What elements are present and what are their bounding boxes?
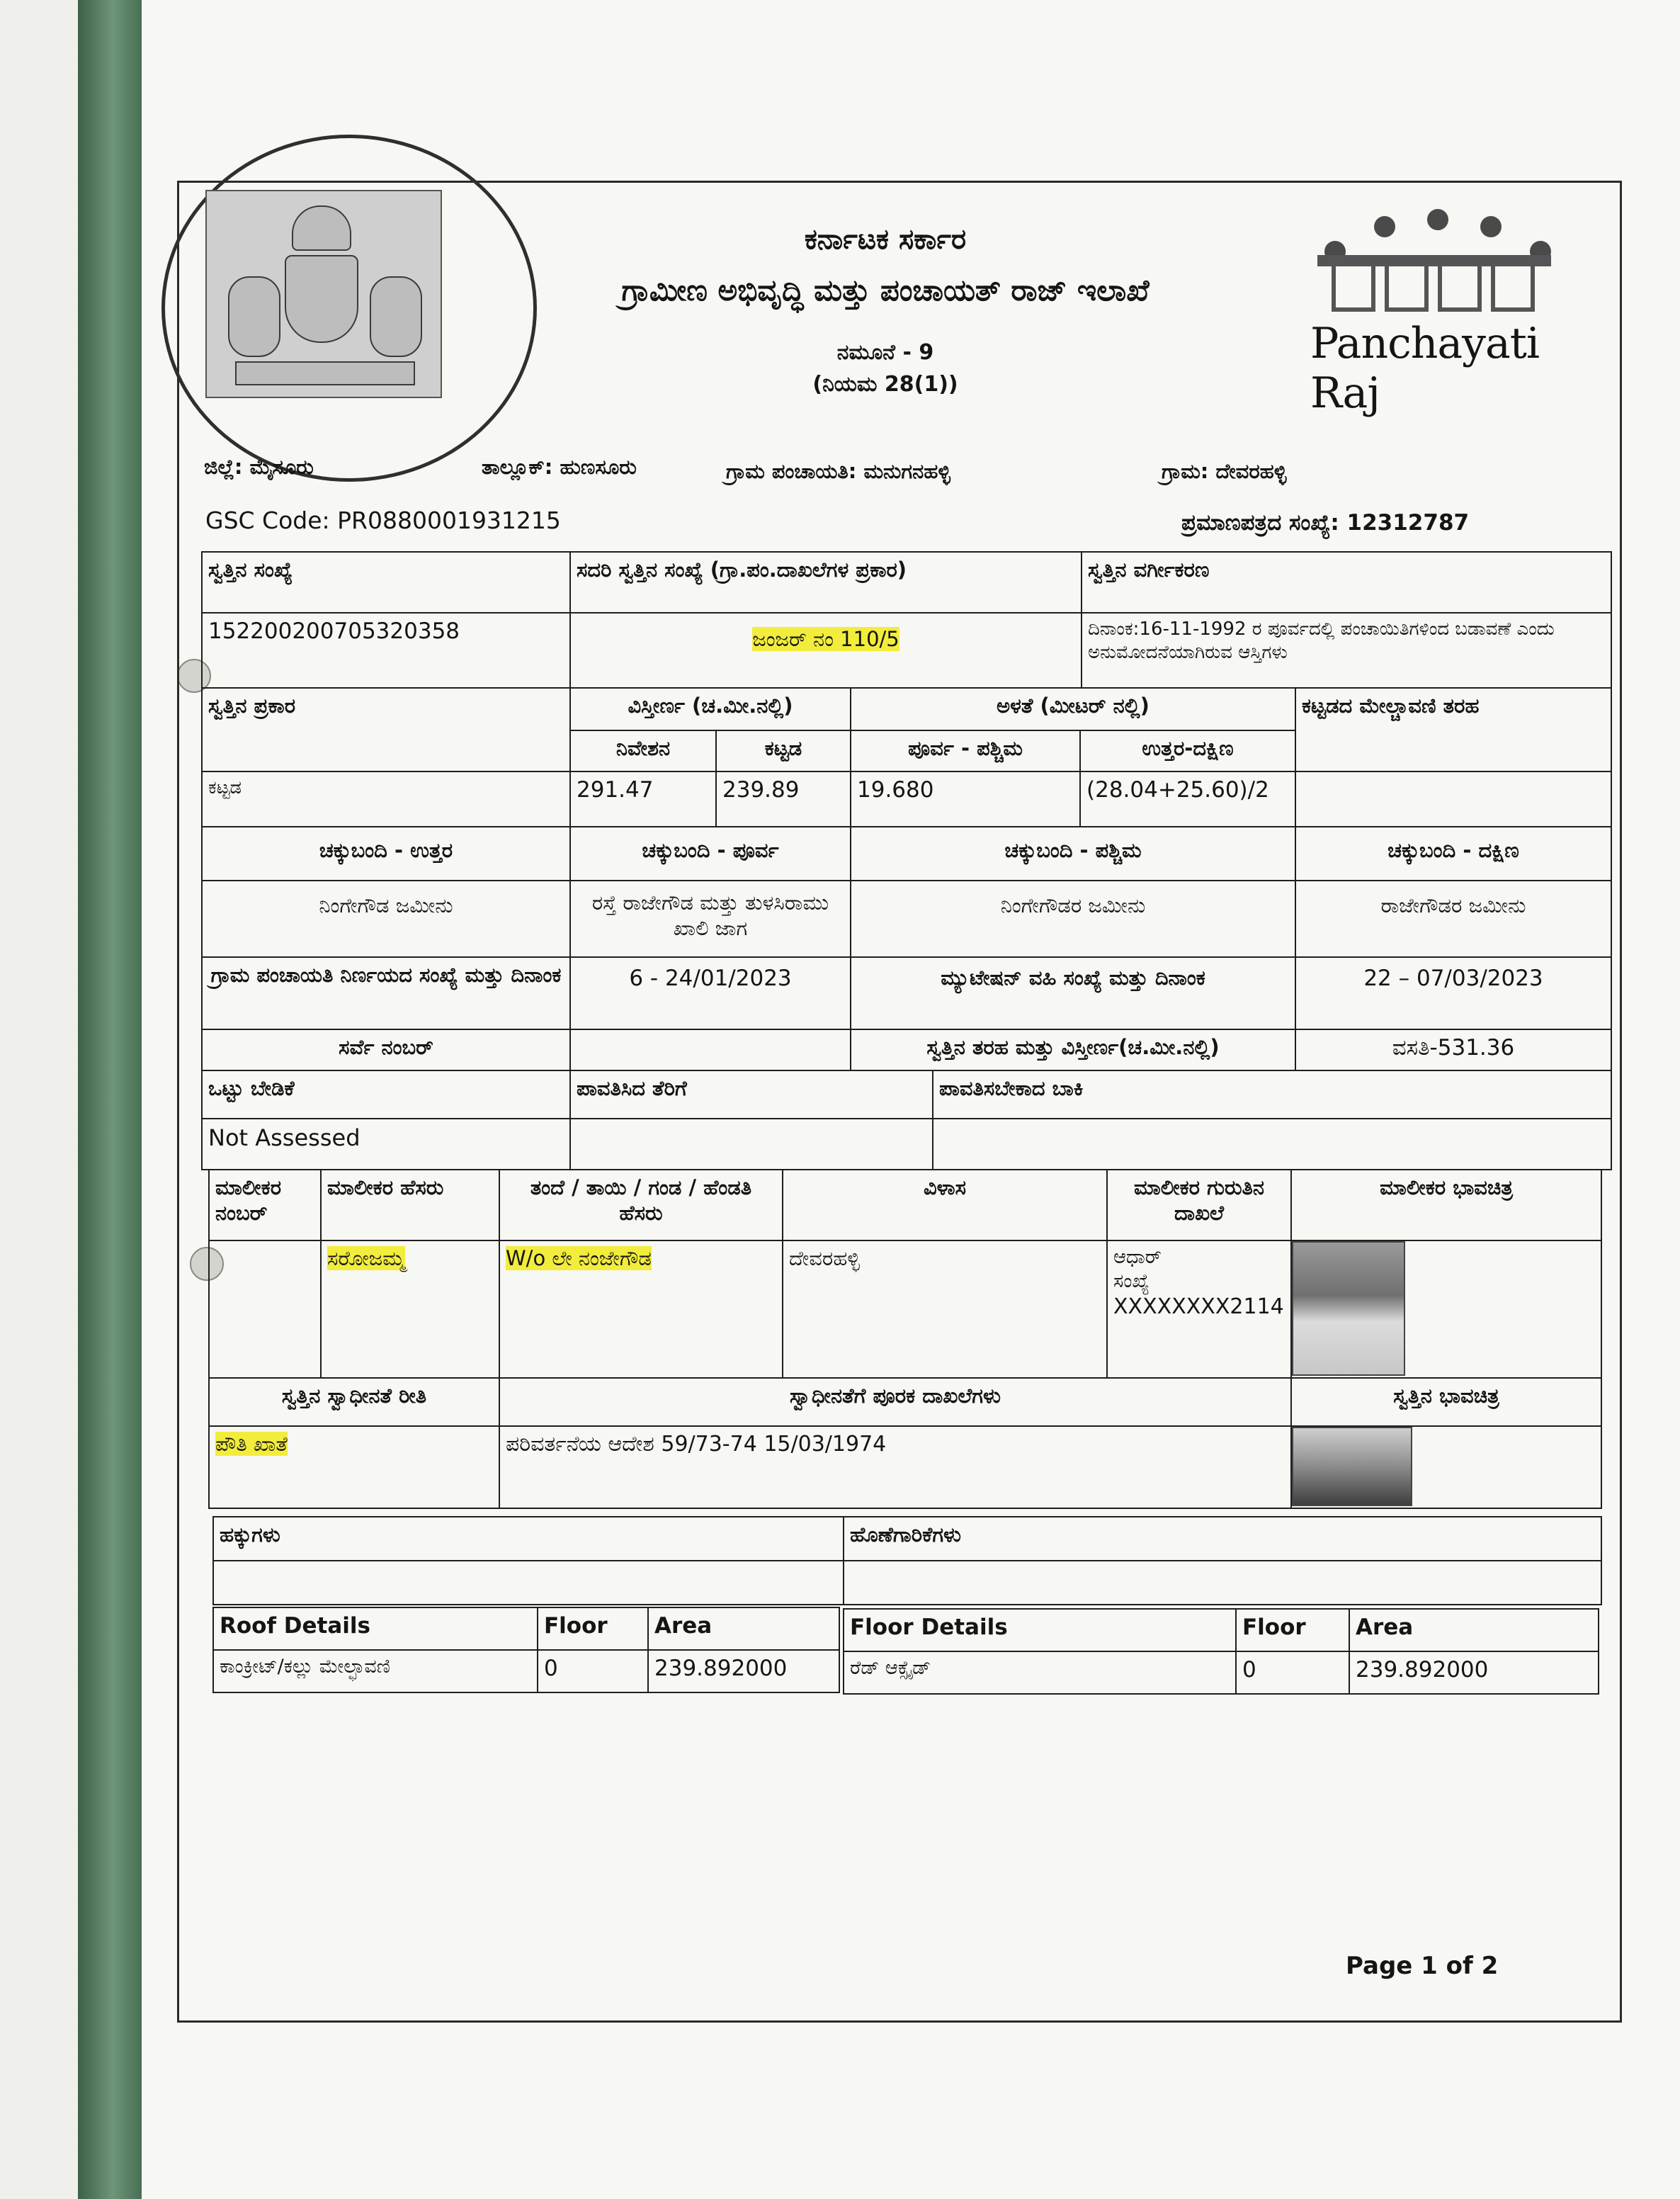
boundary-east: ರಸ್ತೆ ರಾಜೇಗೌಡ ಮತ್ತು ತುಳಸಿರಾಮು ಖಾಲಿ ಜಾಗ [569, 880, 851, 958]
h-type-area: ಸ್ವತ್ತಿನ ತರಹ ಮತ್ತು ವಿಸ್ತೀರ್ಣ(ಚ.ಮೀ.ನಲ್ಲಿ) [850, 1029, 1296, 1071]
district: ಜಿಲ್ಲೆ: ಮೈಸೂರು [204, 455, 314, 479]
h-rights: ಹಕ್ಕುಗಳು [212, 1516, 844, 1561]
h-old-number: ಸದರಿ ಸ್ವತ್ತಿನ ಸಂಖ್ಯೆ (ಗ್ರಾ.ಪಂ.ದಾಖಲೆಗಳ ಪ್ರಕಾರ) [569, 551, 1082, 614]
roof-type: ಕಾಂಕ್ರೀಟ್/ಕಲ್ಲು ಮೇಲ್ಛಾವಣಿ [212, 1649, 538, 1693]
h-construction: ಕಟ್ಟಡದ ಮೇಲ್ಚಾವಣಿ ತರಹ [1295, 687, 1612, 772]
roof-area: 239.892000 [647, 1649, 840, 1693]
balance [932, 1118, 1612, 1170]
tax-paid [569, 1118, 933, 1170]
survey-number [569, 1029, 851, 1071]
address: ದೇವರಹಳ್ಳಿ [782, 1240, 1108, 1379]
certificate-number: ಪ್ರಮಾಣಪತ್ರದ ಸಂಖ್ಯೆ: 12312787 [1181, 510, 1470, 536]
id-number: XXXXXXXX2114 [1113, 1294, 1284, 1319]
h-floor-number: Floor [1235, 1608, 1350, 1652]
logo-text: Panchayati Raj [1310, 319, 1540, 418]
h-ownership-docs: ಸ್ವಾಧೀನತೆಗೆ ಪೂರಕ ದಾಖಲೆಗಳು [499, 1377, 1292, 1427]
property-photo [1292, 1427, 1412, 1506]
owner-name: ಸರೋಜಮ್ಮ [327, 1246, 405, 1270]
h-boundary-west: ಚಕ್ಕುಬಂದಿ - ಪಶ್ಚಿಮ [850, 826, 1296, 881]
relation: W/o ಲೇ ನಂಜೇಗೌಡ [506, 1246, 652, 1270]
h-owner-name: ಮಾಲೀಕರ ಹೆಸರು [320, 1169, 500, 1241]
govt-title: ಕರ್ನಾಟಕ ಸರ್ಕಾರ [804, 223, 967, 256]
floor-area: 239.892000 [1349, 1651, 1599, 1695]
h-liabilities: ಹೊಣೆಗಾರಿಕೆಗಳು [843, 1516, 1602, 1561]
h-gp-resolution: ಗ್ರಾಮ ಪಂಚಾಯತಿ ನಿರ್ಣಯದ ಸಂಖ್ಯೆ ಮತ್ತು ದಿನಾಂಕ [201, 956, 571, 1030]
h-relation: ತಂದೆ / ತಾಯಿ / ಗಂಡ / ಹೆಂಡತಿ ಹೆಸರು [499, 1169, 783, 1241]
h-site: ನಿವೇಶನ [569, 730, 717, 772]
h-floor-details: Floor Details [843, 1608, 1237, 1652]
taluk: ತಾಲ್ಲೂಕ್: ಹುಣಸೂರು [482, 455, 637, 479]
h-floor-area: Area [1349, 1608, 1599, 1652]
form-number: ನಮೂನೆ - 9 [836, 340, 934, 365]
h-roof-floor: Floor [537, 1607, 649, 1651]
h-mutation: ಮ್ಯುಟೇಷನ್ ವಹಿ ಸಂಖ್ಯೆ ಮತ್ತು ದಿನಾಂಕ [850, 956, 1296, 1030]
state-emblem [205, 190, 442, 398]
h-building: ಕಟ್ಟಡ [715, 730, 851, 772]
h-property-photo: ಸ್ವತ್ತಿನ ಭಾವಚಿತ್ರ [1290, 1377, 1602, 1427]
h-owner-photo: ಮಾಲೀಕರ ಭಾವಚಿತ್ರ [1290, 1169, 1602, 1241]
rights [212, 1560, 844, 1605]
boundary-west: ನಿಂಗೇಗೌಡರ ಜಮೀನು [850, 880, 1296, 958]
mutation: 22 – 07/03/2023 [1295, 956, 1612, 1030]
ownership-mode-cell [208, 1425, 500, 1509]
property-photo-cell [1290, 1425, 1602, 1509]
h-boundary-east: ಚಕ್ಕುಬಂದಿ - ಪೂರ್ವ [569, 826, 851, 881]
h-roof-area: Area [647, 1607, 840, 1651]
liabilities [843, 1560, 1602, 1605]
h-roof-details: Roof Details [212, 1607, 538, 1651]
relation-cell [499, 1240, 783, 1379]
h-boundary-north: ಚಕ್ಕುಬಂದಿ - ಉತ್ತರ [201, 826, 571, 881]
owner-photo-cell [1290, 1240, 1602, 1379]
id-type: ಆಧಾರ್ ಸಂಖ್ಯೆ [1113, 1246, 1162, 1292]
gram-panchayat: ಗ್ರಾಮ ಪಂಚಾಯತಿ: ಮನುಗನಹಳ್ಳಿ [726, 459, 950, 483]
h-classification: ಸ್ವತ್ತಿನ ವರ್ಗೀಕರಣ [1081, 551, 1612, 614]
construction-type [1295, 771, 1612, 827]
h-owner-number: ಮಾಲೀಕರ ನಂಬರ್ [208, 1169, 322, 1241]
page-edge [0, 0, 85, 2199]
old-number-cell [569, 612, 1082, 689]
h-boundary-south: ಚಕ್ಕುಬಂದಿ - ದಕ್ಷಿಣ [1295, 826, 1612, 881]
building-area: 239.89 [715, 771, 851, 827]
h-property-number: ಸ್ವತ್ತಿನ ಸಂಖ್ಯೆ [201, 551, 571, 614]
h-survey-number: ಸರ್ವೆ ನಂಬರ್ [201, 1029, 571, 1071]
village: ಗ್ರಾಮ: ದೇವರಹಳ್ಳಿ [1162, 459, 1287, 483]
type-area: ವಸತಿ-531.36 [1295, 1029, 1612, 1071]
total-demand: Not Assessed [201, 1118, 571, 1170]
owner-number [208, 1240, 322, 1379]
old-number: ಜಂಜರ್ ನಂ 110/5 [752, 627, 899, 651]
gsc-code: GSC Code: PR0880001931215 [205, 507, 561, 534]
h-property-type: ಸ್ವತ್ತಿನ ಪ್ರಕಾರ [201, 687, 571, 772]
gp-resolution: 6 - 24/01/2023 [569, 956, 851, 1030]
floor-type: ರೆಡ್ ಆಕ್ಸೈಡ್ [843, 1651, 1237, 1695]
panchayati-raj-logo [1303, 205, 1572, 418]
ownership-docs: ಪರಿವರ್ತನೆಯ ಆದೇಶ 59/73-74 15/03/1974 [499, 1425, 1292, 1509]
h-tax-paid: ಪಾವತಿಸಿದ ತೆರಿಗೆ [569, 1070, 933, 1119]
ownership-mode: ಪೌತಿ ಖಾತೆ [215, 1432, 288, 1456]
boundary-south: ರಾಜೇಗೌಡರ ಜಮೀನು [1295, 880, 1612, 958]
roof-floor: 0 [537, 1649, 649, 1693]
dept-title: ಗ್ರಾಮೀಣ ಅಭಿವೃದ್ಧಿ ಮತ್ತು ಪಂಚಾಯತ್ ರಾಜ್ ಇಲಾಖೆ [621, 273, 1150, 307]
h-total-demand: ಒಟ್ಟು ಬೇಡಿಕೆ [201, 1070, 571, 1119]
boundary-north: ನಿಂಗೇಗೌಡ ಜಮೀನು [201, 880, 571, 958]
east-west: 19.680 [850, 771, 1081, 827]
h-measurement: ಅಳತೆ (ಮೀಟರ್ ನಲ್ಲಿ) [850, 687, 1296, 731]
north-south: (28.04+25.60)/2 [1079, 771, 1296, 827]
h-address: ವಿಳಾಸ [782, 1169, 1108, 1241]
h-north-south: ಉತ್ತರ-ದಕ್ಷಿಣ [1079, 730, 1296, 772]
owner-photo [1292, 1241, 1405, 1376]
h-balance: ಪಾವತಿಸಬೇಕಾದ ಬಾಕಿ [932, 1070, 1612, 1119]
rule-number: (ನಿಯಮ 28(1)) [812, 372, 958, 397]
page-number: Page 1 of 2 [1346, 1952, 1499, 1980]
h-east-west: ಪೂರ್ವ - ಪಶ್ಚಿಮ [850, 730, 1081, 772]
site-area: 291.47 [569, 771, 717, 827]
property-type: ಕಟ್ಟಡ [201, 771, 571, 827]
classification: ದಿನಾಂಕ:16-11-1992 ರ ಪೂರ್ವದಲ್ಲಿ ಪಂಚಾಯಿತಿಗಳಿಂದ ಬಡಾವಣೆ ಎಂದು ಅನುಮೋದನೆಯಾಗಿರುವ ಆಸ್ತಿಗಳು [1081, 612, 1612, 689]
owner-name-cell [320, 1240, 500, 1379]
h-ownership-mode: ಸ್ವತ್ತಿನ ಸ್ವಾಧೀನತೆ ರೀತಿ [208, 1377, 500, 1427]
property-number: 152200200705320358 [201, 612, 571, 689]
h-area: ವಿಸ್ತೀರ್ಣ (ಚ.ಮೀ.ನಲ್ಲಿ) [569, 687, 851, 731]
floor-number: 0 [1235, 1651, 1350, 1695]
owner-id-cell [1106, 1240, 1292, 1379]
h-owner-id: ಮಾಲೀಕರ ಗುರುತಿನ ದಾಖಲೆ [1106, 1169, 1292, 1241]
